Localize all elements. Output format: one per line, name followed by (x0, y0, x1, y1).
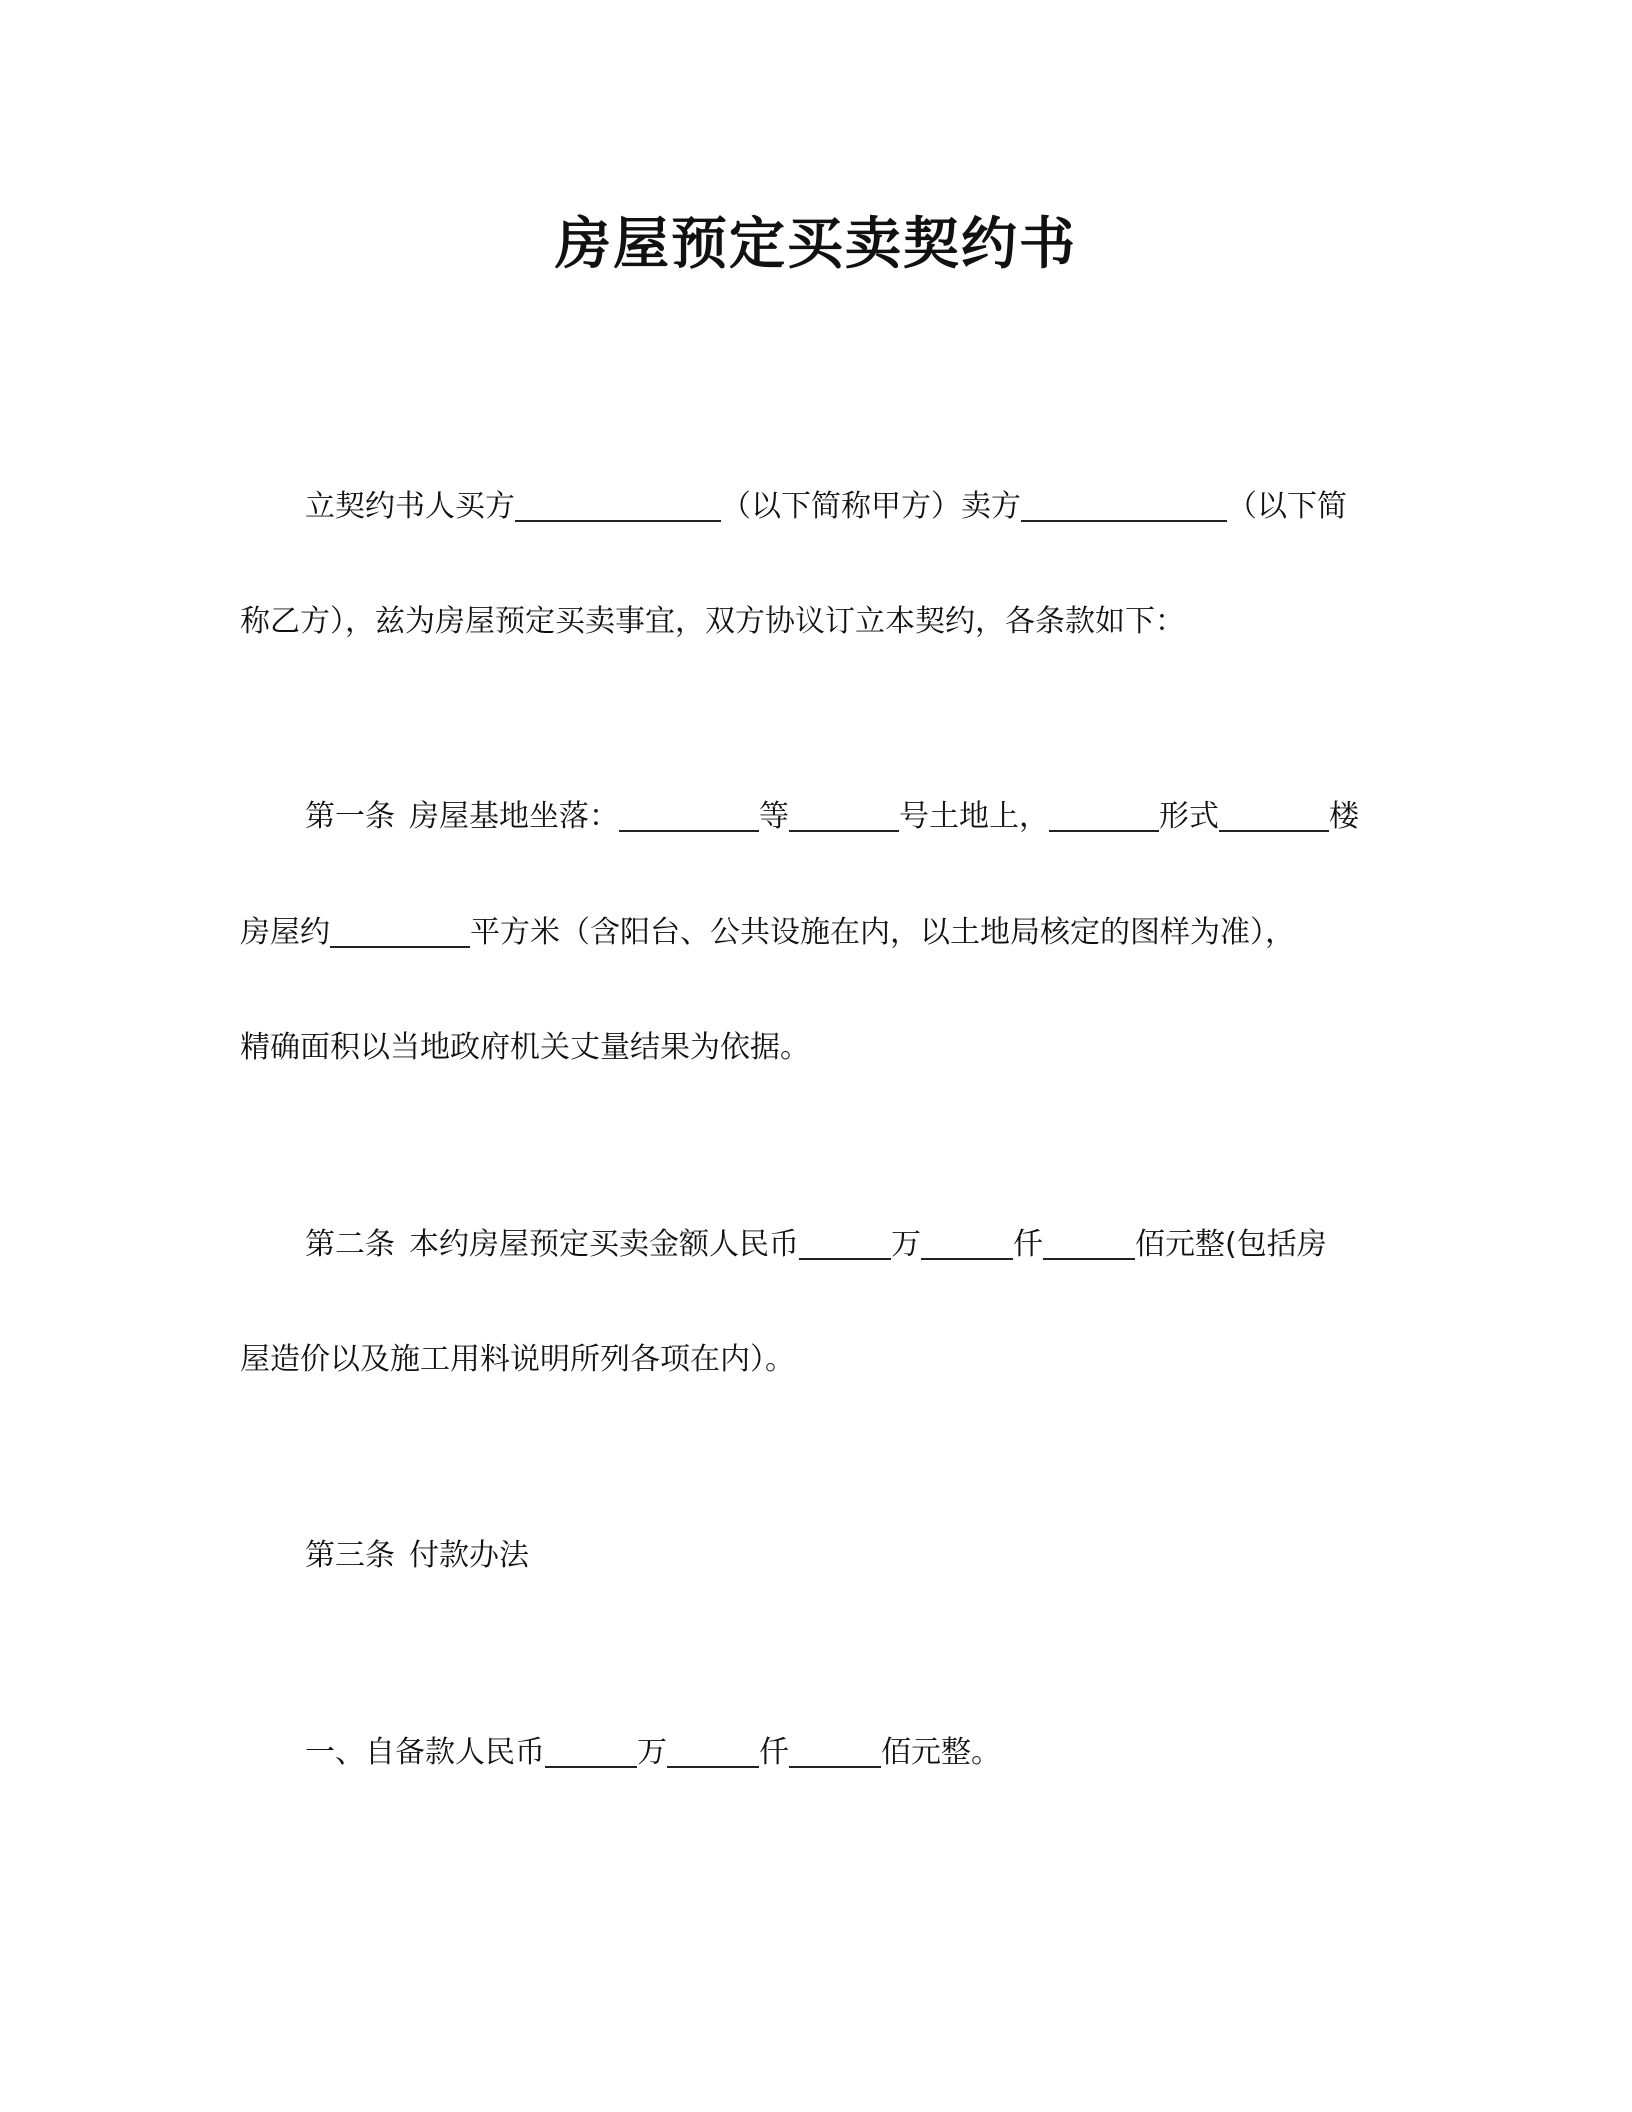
intro-text-c: （以下简 (1227, 489, 1347, 524)
lot-number-blank[interactable] (789, 794, 899, 832)
price-qian-blank[interactable] (921, 1222, 1013, 1260)
article-3-text: 付款办法 (409, 1538, 529, 1573)
article-1-line-2 (240, 910, 1295, 955)
item-1-line (305, 1730, 1001, 1775)
article-2-text-d: 佰元整(包括房 (1135, 1227, 1327, 1262)
buyer-name-blank[interactable] (515, 484, 721, 522)
article-3-label: 第三条 (305, 1538, 395, 1573)
article-2-text-b: 万 (891, 1227, 921, 1262)
seller-name-blank[interactable] (1021, 484, 1227, 522)
location-blank[interactable] (619, 794, 759, 832)
price-wan-blank[interactable] (799, 1222, 891, 1260)
intro-text-b: （以下简称甲方）卖方 (721, 489, 1021, 524)
article-3-line-1 (305, 1534, 529, 1578)
article-1-text-c: 号土地上， (899, 799, 1049, 834)
downpayment-qian-blank[interactable] (667, 1730, 759, 1768)
article-1-label: 第一条 (305, 799, 395, 834)
article-1-text-g: 平方米（含阳台、公共设施在内，以土地局核定的图样为准）， (470, 915, 1295, 950)
building-type-blank[interactable] (1049, 794, 1159, 832)
article-2-label: 第二条 (305, 1227, 395, 1262)
document-title: 房屋预定买卖契约书 (555, 212, 1077, 277)
intro-line-1 (305, 484, 1347, 529)
area-blank[interactable] (330, 910, 470, 948)
price-bai-blank[interactable] (1043, 1222, 1135, 1260)
intro-line-2: 称乙方），兹为房屋预定买卖事宜，双方协议订立本契约，各条款如下： (240, 604, 1185, 639)
item-1-text-a: 一、自备款人民币 (305, 1735, 545, 1770)
item-1-text-b: 万 (637, 1735, 667, 1770)
article-2-text-c: 仟 (1013, 1227, 1043, 1262)
item-1-text-c: 仟 (759, 1735, 789, 1770)
article-2-line-2: 屋造价以及施工用料说明所列各项在内）。 (240, 1342, 795, 1377)
downpayment-bai-blank[interactable] (789, 1730, 881, 1768)
downpayment-wan-blank[interactable] (545, 1730, 637, 1768)
item-1-text-d: 佰元整。 (881, 1735, 1001, 1770)
article-2-text-a: 本约房屋预定买卖金额人民币 (409, 1227, 799, 1262)
article-2-line-1 (305, 1222, 1327, 1267)
article-1-text-d: 形式 (1159, 799, 1219, 834)
article-1-line-3: 精确面积以当地政府机关丈量结果为依据。 (240, 1030, 810, 1065)
floor-count-blank[interactable] (1219, 794, 1329, 832)
article-1-line-1 (305, 794, 1359, 839)
article-1-text-e: 楼 (1329, 799, 1359, 834)
article-1-text-a: 房屋基地坐落： (409, 799, 619, 834)
intro-text-a: 立契约书人买方 (305, 489, 515, 524)
article-1-text-b: 等 (759, 799, 789, 834)
article-1-text-f: 房屋约 (240, 915, 330, 950)
